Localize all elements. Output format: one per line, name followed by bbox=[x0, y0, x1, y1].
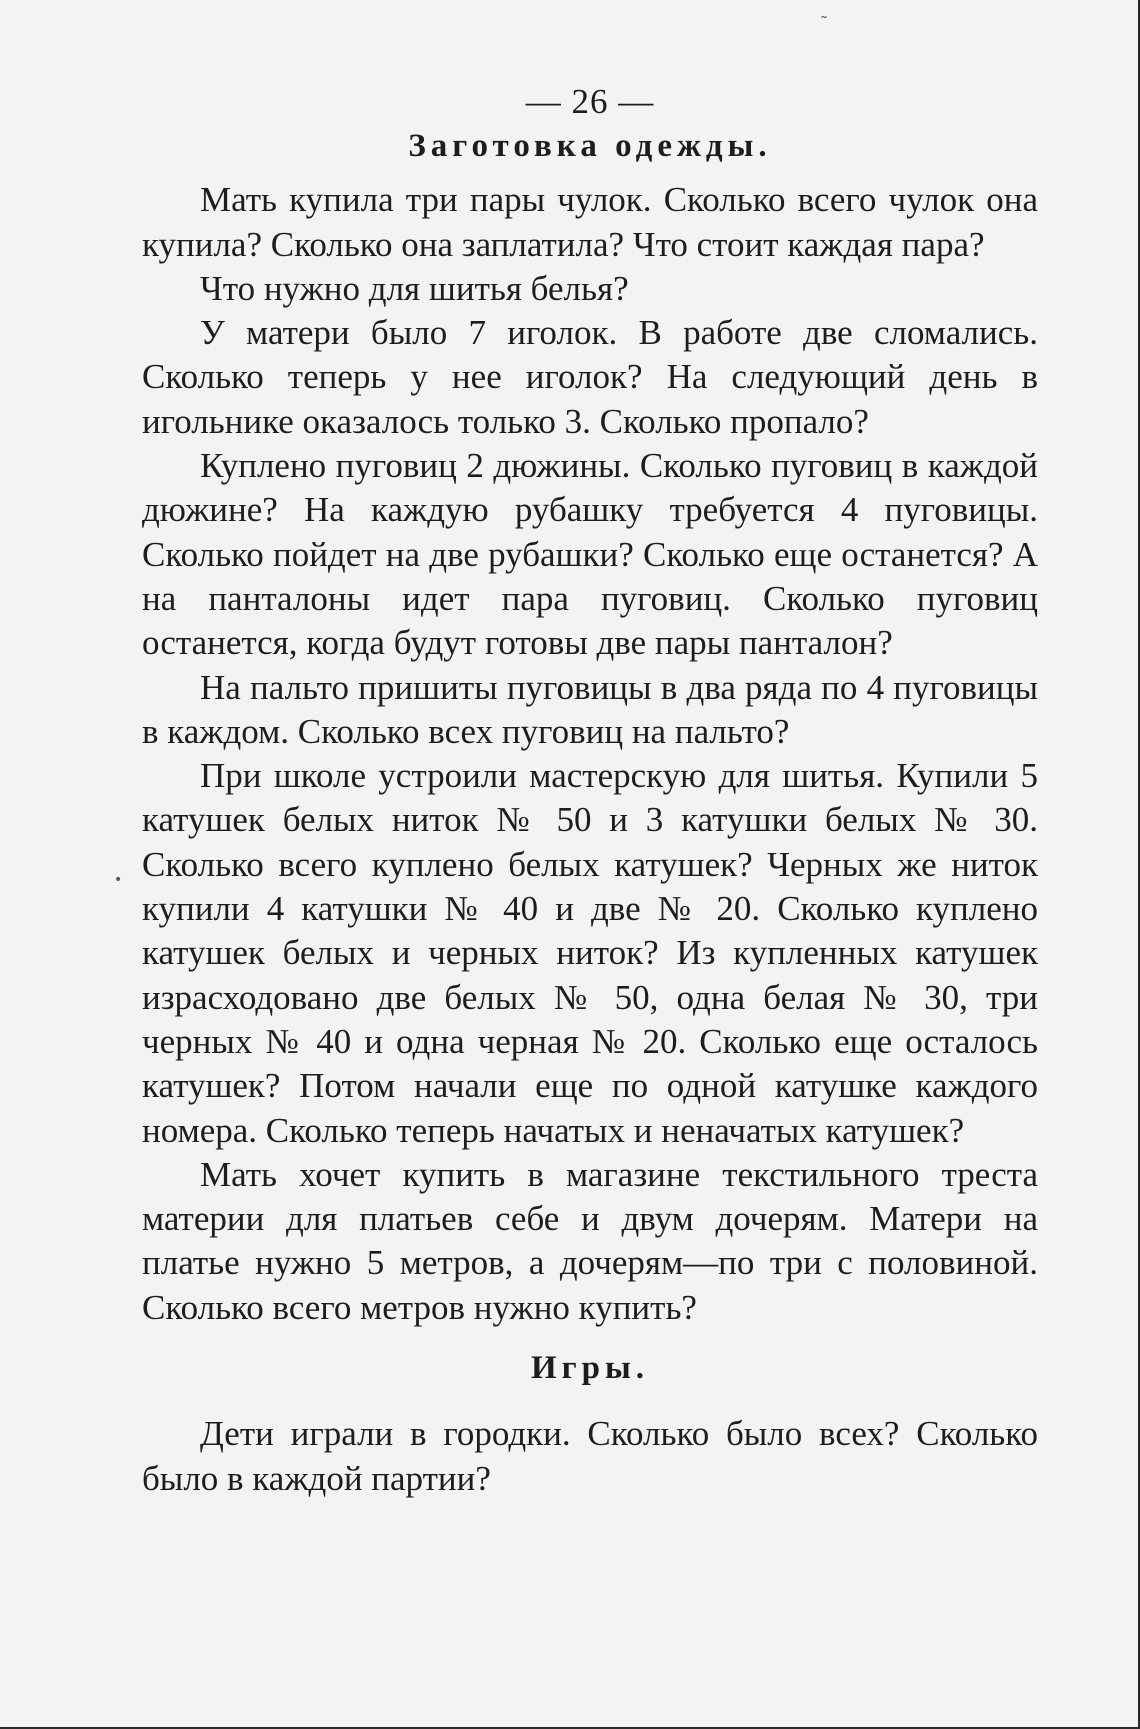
section-clothing bbox=[142, 178, 1038, 1330]
section-title-games: Игры. bbox=[530, 1350, 650, 1387]
paragraph: При школе устроили мастерскую для шитья. Купили 5 катушек белых ниток № 50 и 3 катушки белых № 30. Сколько всего куплено белых катушек? Черных же ниток купили 4 катушки № 40 и две № 20. Сколько куплено катушек белых и черных ниток? Из купленных катушек израсходовано две белых № 50, одна белая № 30, три черных № 40 и одна черная № 20. Сколько еще осталось катушек? Потом начали еще по одной катушке каждого номера. Сколько теперь начатых и неначатых катушек? bbox=[142, 756, 1038, 1150]
page-number: — 26 — bbox=[525, 82, 655, 121]
section-title-clothing: Заготовка одежды. bbox=[408, 128, 772, 164]
paragraph: Мать хочет купить в магазине текстильного треста материи для платьев себе и двум дочерям. Матери на платье нужно 5 метров, а дочерям—по три с половиной. Сколько всего метров нужно купить? bbox=[142, 1154, 1038, 1327]
ink-speck-mark: ˷ bbox=[820, 0, 828, 19]
ink-dot-mark: • bbox=[114, 872, 123, 888]
paragraph: Мать купила три пары чулок. Сколько всего чулок она купила? Сколько она заплатила? Что стоит каждая пара? bbox=[142, 180, 1038, 264]
paragraph: У матери было 7 иголок. В работе две сломались. Сколько теперь у нее иголок? На следующий день в игольнике оказалось только 3. Сколько пропало? bbox=[142, 313, 1038, 441]
paragraph: На пальто пришиты пуговицы в два ряда по 4 пуговицы в каждом. Сколько всех пуговиц на пальто? bbox=[142, 667, 1038, 751]
paragraph: Куплено пуговиц 2 дюжины. Сколько пуговиц в каждой дюжине? На каждую рубашку требуется 4 пуговицы. Сколько пойдет на две рубашки? Сколько еще останется? А на панталоны идет пара пуговиц. Сколько пуговиц останется, когда будут готовы две пары панталон? bbox=[142, 446, 1038, 663]
page-text bbox=[142, 80, 1038, 1501]
section-games bbox=[142, 1412, 1038, 1501]
paragraph: Что нужно для шитья белья? bbox=[200, 268, 629, 308]
paragraph: Дети играли в городки. Сколько было всех? Сколько было в каждой партии? bbox=[142, 1414, 1038, 1498]
